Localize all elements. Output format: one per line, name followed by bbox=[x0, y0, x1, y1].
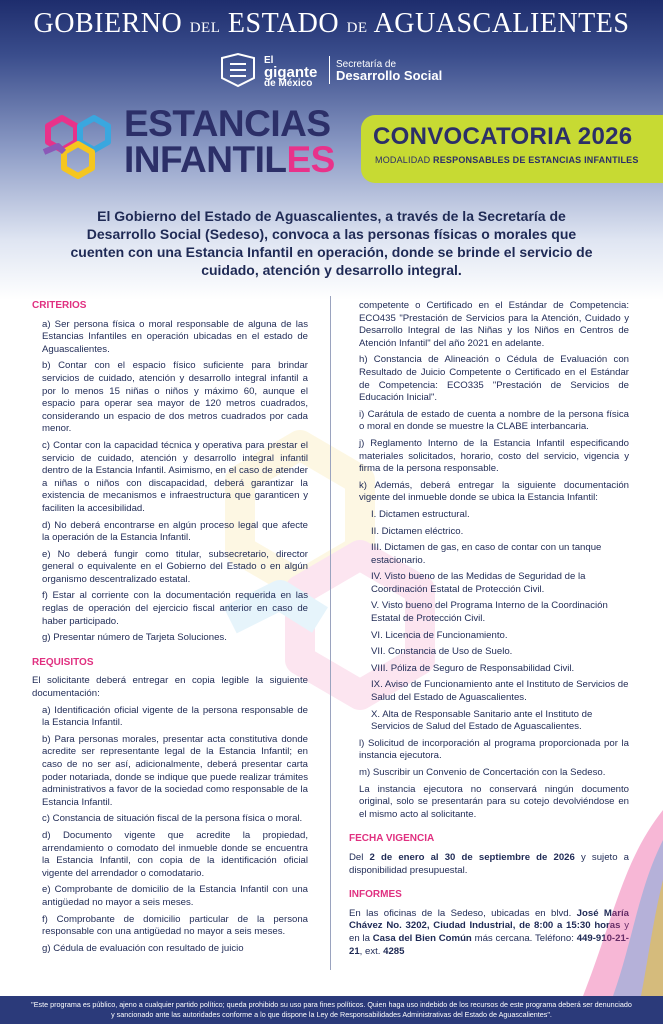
informes-heading: INFORMES bbox=[349, 889, 402, 901]
gigante-el: El bbox=[264, 55, 274, 66]
dictamen-item: IX. Aviso de Funcionamiento ante el Instituto de Servicios de Salud del Estado de Aguascalientes. bbox=[371, 679, 629, 704]
informes-ext: 4285 bbox=[383, 945, 405, 957]
government-title bbox=[0, 8, 663, 40]
informes-t2: y en la bbox=[349, 920, 629, 944]
informes-t1: En las oficinas de la Sedeso, ubicadas en blvd. bbox=[349, 907, 577, 919]
program-name-line2 bbox=[124, 139, 335, 180]
requisito-item: j) Reglamento Interno de la Estancia Infantil especificando materiales solicitados, horario, costo del servicio, vigencia y firma de la persona responsable. bbox=[359, 437, 629, 475]
requisito-item: f) Comprobante de domicilio particular de la persona responsable con una antigüedad no mayor a seis meses. bbox=[42, 913, 308, 938]
criterios-heading: CRITERIOS bbox=[32, 300, 87, 311]
requisito-item: a) Identificación oficial vigente de la persona responsable de la Estancia Infantil. bbox=[42, 704, 308, 729]
legal-footer: "Este programa es público, ajeno a cualquier partido político; queda prohibido su uso para fines políticos. Quien haga uso indebido de los recursos de este programa deberá ser denunciado y sancionado ante las autoridades conforme a lo que dispone la Ley de Responsabilidades Administrativas del Estado de Aguascalientes". bbox=[0, 996, 663, 1024]
dictamen-item: VIII. Póliza de Seguro de Responsabilidad Civil. bbox=[371, 662, 575, 674]
cubes-logo-icon bbox=[40, 112, 118, 184]
requisito-item: c) Constancia de situación fiscal de la persona física o moral. bbox=[42, 813, 303, 825]
vigencia-pre: Del bbox=[349, 851, 370, 863]
informes-t4: , ext. bbox=[359, 945, 384, 957]
requisitos-intro: El solicitante deberá entregar en copia legible la siguiente documentación: bbox=[32, 675, 308, 700]
criterio-item: f) Estar al corriente con la documentación requerida en las reglas de operación del ejercicio fiscal anterior en caso de haber participado. bbox=[42, 590, 308, 627]
dictamen-item: II. Dictamen eléctrico. bbox=[371, 525, 464, 537]
program-name-accent: ES bbox=[286, 139, 335, 180]
requisito-item: e) Comprobante de domicilio de la Estancia Infantil con una antigüedad no mayor a seis meses. bbox=[42, 884, 308, 908]
vigencia-heading: FECHA VIGENCIA bbox=[349, 833, 435, 845]
criterio-item: d) No deberá encontrarse en algún proceso legal que afecte la operación de la Estancia Infantil. bbox=[42, 519, 308, 544]
gigante-logo bbox=[264, 56, 317, 89]
program-name-line1: ESTANCIAS bbox=[124, 103, 331, 144]
secretaria-logo bbox=[336, 59, 442, 83]
program-name-infantil: INFANTIL bbox=[124, 139, 287, 180]
secretaria-line1: Secretaría de bbox=[336, 59, 397, 70]
gov-word-de: DE bbox=[346, 20, 368, 36]
gov-word-gobierno: GOBIERNO bbox=[33, 8, 183, 39]
informes-casa: Casa del Bien Común bbox=[372, 932, 472, 944]
gov-word-del: DEL bbox=[189, 20, 221, 36]
requisito-item: b) Para personas morales, presentar acta constitutiva donde acredite ser representante legal de la Estancia Infantil; en caso de no ser así, adicionalmente, deberá presentar carta poder notariada, donde se indique que puede realizar trámites administrativos a favor de la sociedad como responsable de la Estancia Infantil. bbox=[42, 733, 308, 808]
gov-word-aguascalientes: AGUASCALIENTES bbox=[373, 8, 630, 39]
criterio-item: e) No deberá fungir como titular, subsecretario, director general o equivalente en el Gobierno del Estado o en algún organismo descentralizado estatal. bbox=[42, 548, 308, 585]
modalidad-line bbox=[375, 155, 639, 165]
requisito-item: k) Además, deberá entregar la siguiente documentación vigente del inmueble donde se ubica la Estancia Infantil: bbox=[359, 479, 629, 504]
secretaria-line2: Desarrollo Social bbox=[336, 68, 443, 83]
convocatoria-title: CONVOCATORIA 2026 bbox=[373, 123, 633, 150]
criterio-item: a) Ser persona física o moral responsable de alguna de las Estancias Infantiles en operación ubicadas en el estado de Aguascalientes. bbox=[42, 318, 308, 355]
state-seal-icon bbox=[218, 52, 260, 88]
criterio-item: b) Contar con el espacio físico suficiente para brindar servicios de cuidado, atención y desarrollo integral infantil a por lo menos 15 niñas o niños y máximo 60, aunque el espacio para operar sea mayor de 120 metros cuadrados, considerando un espacio de dos metros cuadrados por cada menor. bbox=[42, 360, 308, 435]
logo-divider bbox=[329, 56, 330, 84]
vigencia-dates: 2 de enero al 30 de septiembre de 2026 bbox=[369, 851, 575, 863]
column-divider bbox=[330, 296, 331, 970]
informes-t3: más cercana. Teléfono: bbox=[471, 932, 577, 944]
gigante-word: gigante bbox=[264, 64, 318, 81]
gigante-demexico: de México bbox=[264, 78, 313, 89]
requisitos-closing: La instancia ejecutora no conservará ningún documento original, solo se presentarán para su cotejo devolviéndose en el mismo acto al solicitante. bbox=[359, 783, 629, 820]
modalidad-text: RESPONSABLES DE ESTANCIAS INFANTILES bbox=[433, 155, 639, 165]
dictamen-item: VII. Constancia de Uso de Suelo. bbox=[371, 646, 513, 658]
dictamen-item: IV. Visto bueno de las Medidas de Seguridad de la Coordinación Estatal de Protección Civil. bbox=[371, 571, 586, 595]
dictamen-item: V. Visto bueno del Programa Interno de la Coordinación Estatal de Protección Civil. bbox=[371, 600, 608, 625]
requisito-item: i) Carátula de estado de cuenta a nombre de la persona física o moral en donde se muestre la CLABE interbancaria. bbox=[359, 408, 629, 433]
requisito-item: l) Solicitud de incorporación al programa proporcionada por la instancia ejecutora. bbox=[359, 737, 629, 762]
criterio-item: c) Contar con la capacidad técnica y operativa para prestar el servicio de cuidado, atención y desarrollo integral infantil dentro de la Estancia Infantil. Asimismo, en el caso de atender a niñas o niños con discapacidad, deberá garantizar la existencia de mecanismos e infraestructura que garanticen y faciliten la accesibilidad. bbox=[42, 439, 308, 514]
dictamen-item: VI. Licencia de Funcionamiento. bbox=[371, 629, 508, 641]
gov-word-estado: ESTADO bbox=[227, 8, 340, 39]
program-name bbox=[124, 103, 335, 180]
vigencia-post: y sujeto a disponibilidad presupuestal. bbox=[349, 851, 629, 876]
requisito-item: g) Cédula de evaluación con resultado de juicio bbox=[42, 942, 244, 954]
modalidad-prefix: MODALIDAD bbox=[375, 155, 431, 165]
dictamen-item: I. Dictamen estructural. bbox=[371, 508, 470, 520]
informes-phone: 449-910-21-21 bbox=[349, 932, 629, 957]
criterio-item: g) Presentar número de Tarjeta Soluciones. bbox=[42, 632, 227, 644]
requisito-continuation: competente o Certificado en el Estándar de Competencia: ECO435 "Prestación de Servicios para la Atención, Cuidado y Desarrollo Integral de las Niñas y los Niños en Centros de Atención Infantil" del año 2021 en adelante. bbox=[359, 300, 629, 349]
intro-paragraph: El Gobierno del Estado de Aguascalientes, a través de la Secretaría de Desarrollo Social (Sedeso), convoca a las personas físicas o morales que cuenten con una Estancia Infantil en operación, donde se brinde el servicio de cuidado, atención y desarrollo integral. bbox=[70, 208, 593, 278]
requisito-item: m) Suscribir un Convenio de Concertación con la Sedeso. bbox=[359, 767, 606, 778]
requisito-item: h) Constancia de Alineación o Cédula de Evaluación con Resultado de Juicio Competente o Certificado en el Estándar de Competencia: ECO335 "Prestación de Servicios de Educación Inicial". bbox=[359, 354, 629, 404]
requisitos-heading: REQUISITOS bbox=[32, 656, 94, 668]
dictamen-item: III. Dictamen de gas, en caso de contar con un tanque estacionario. bbox=[371, 542, 602, 566]
dictamen-item: X. Alta de Responsable Sanitario ante el Instituto de Servicios de Salud del Estado de Aguascalientes. bbox=[371, 708, 593, 733]
requisito-item: d) Documento vigente que acredite la propiedad, arrendamiento o comodato del inmueble donde se encuentra la Estancia Infantil, con copia de la identificación oficial vigente del arrendador o comodatario. bbox=[42, 829, 308, 879]
left-column bbox=[32, 300, 308, 959]
decorative-swoosh-icon bbox=[553, 800, 663, 996]
informes-address: José María Chávez No. 3202, Ciudad Industrial, de 8:00 a 15:30 horas bbox=[349, 907, 629, 932]
institution-logos bbox=[218, 52, 448, 92]
